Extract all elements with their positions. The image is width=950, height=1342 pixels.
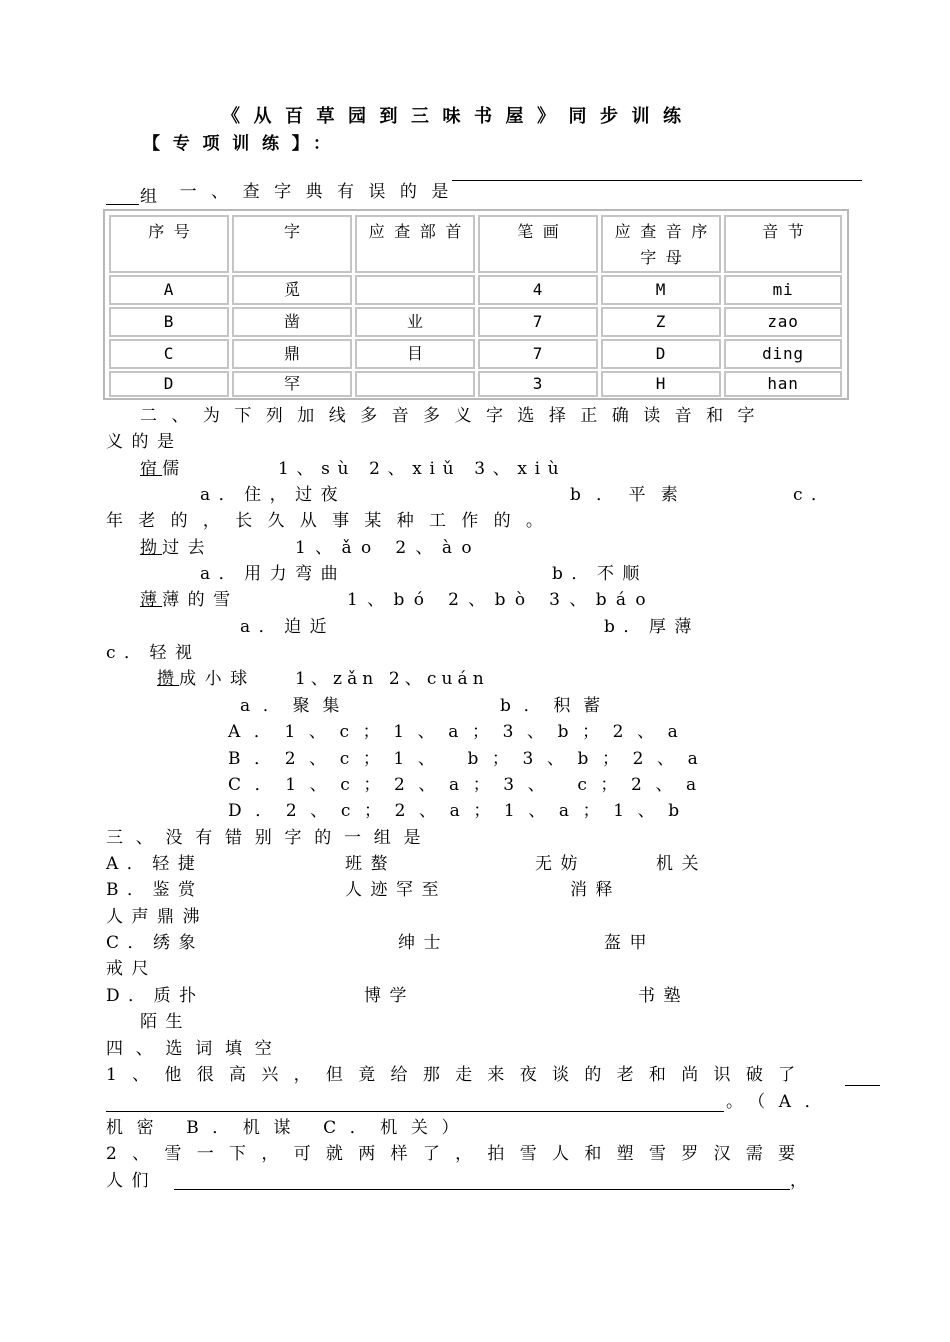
table-cell: zao [724, 307, 842, 337]
q3-option-c: 盔甲 [604, 933, 655, 953]
table-cell: Z [601, 307, 721, 337]
q3-option-b: 人迹罕至 [345, 880, 447, 900]
q2-meaning: b．不顺 [552, 564, 648, 584]
q4-blank-1 [845, 1071, 880, 1086]
q4-sentence-2-start: 人们 [106, 1171, 157, 1191]
page-title: 《从百草园到三味书屋》同步训练 [222, 106, 695, 127]
q2-meaning: b．厚薄 [604, 617, 700, 637]
q2-meaning: c． [793, 485, 837, 505]
q3-option-c: 戒尺 [106, 959, 157, 979]
underlined-char: 宿 [140, 459, 163, 479]
q2-meaning: 年老的，长久从事某种工作的。 [106, 511, 559, 531]
q3-option-c: 绅士 [398, 933, 449, 953]
q2-option: D．2、c；2、a；1、a；1、b [228, 801, 693, 821]
table-cell: 罕 [232, 371, 352, 397]
q3-option-c: C．绣象 [106, 933, 205, 953]
table-cell: B [109, 307, 229, 337]
q2-word-3: 薄薄的雪 [140, 590, 239, 610]
table-cell: 7 [478, 339, 598, 369]
q3-option-a: A．轻捷 [106, 854, 204, 874]
table-cell: 业 [355, 307, 475, 337]
q4-options-1: 机密 B．机谋 C．机关） [106, 1118, 473, 1138]
q1-blank-2 [106, 190, 139, 205]
q2-meaning: b．积蓄 [500, 696, 613, 716]
table-cell: A [109, 275, 229, 305]
q1-tail: 组 [140, 187, 166, 207]
dictionary-table [103, 209, 849, 400]
underlined-char: 薄 [140, 590, 163, 610]
q4-blank-1b [106, 1097, 724, 1112]
table-header: 音节 [724, 215, 842, 273]
q4-sentence-2: 2、雪一下，可就两样了，拍雪人和塑雪罗汉需要 [106, 1144, 811, 1164]
table-header: 应查音序字母 [601, 215, 721, 273]
q3-option-b: 人声鼎沸 [106, 907, 208, 927]
table-cell: 凿 [232, 307, 352, 337]
q2-meaning: a．用力弯曲 [200, 564, 347, 584]
q2-option: C．1、c；2、a；3、 c；2、a [228, 775, 710, 795]
table-cell: 3 [478, 371, 598, 397]
underlined-char: 拗 [140, 538, 163, 558]
table-cell: 4 [478, 275, 598, 305]
table-cell: D [109, 371, 229, 397]
table-cell [355, 371, 475, 397]
q2-text-2: 义的是 [106, 432, 183, 452]
q2-meaning: a．住，过夜 [200, 485, 347, 505]
q2-readings-4: 1、zǎn 2、cuán [295, 669, 489, 689]
table-cell: 觅 [232, 275, 352, 305]
table-header: 笔画 [478, 215, 598, 273]
q3-option-d: 书塾 [638, 986, 689, 1006]
q2-readings-1: 1、sù 2、xiǔ 3、xiù [278, 459, 567, 479]
q2-word-2: 拗过去 [140, 538, 214, 558]
q2-meaning: a．聚集 [240, 696, 353, 716]
q4-blank-2 [174, 1175, 790, 1190]
q2-meaning: c．轻视 [106, 643, 201, 663]
q2-word-4: 攒成小球 [157, 669, 256, 689]
table-cell [355, 275, 475, 305]
q2-readings-2: 1、ǎo 2、ào [295, 538, 481, 558]
table-cell: ding [724, 339, 842, 369]
q4-sentence-2-end: ， [790, 1171, 816, 1191]
q1-text: 一、查字典有误的是 [179, 182, 463, 202]
q2-meaning: b．平素 [570, 485, 694, 505]
q1-blank [452, 166, 862, 181]
table-cell: han [724, 371, 842, 397]
table-cell: mi [724, 275, 842, 305]
q3-option-b: B．鉴赏 [106, 880, 204, 900]
q3-option-b: 消释 [570, 880, 621, 900]
table-cell: H [601, 371, 721, 397]
q4-sentence-1: 1、他很高兴，但竟给那走来夜谈的老和尚识破了 [106, 1065, 811, 1085]
table-cell: 7 [478, 307, 598, 337]
q3-option-a: 无妨 [535, 854, 586, 874]
q4-sentence-1-end: 。（A． [726, 1092, 836, 1112]
q2-text: 二、为下列加线多音多义字选择正确读音和字 [140, 406, 769, 426]
q3-text: 三、没有错别字的一组是 [106, 828, 434, 848]
q3-option-a: 机关 [656, 854, 707, 874]
table-header: 应查部首 [355, 215, 475, 273]
q3-option-d: 陌生 [140, 1012, 191, 1032]
q3-option-a: 班螯 [345, 854, 396, 874]
q2-readings-3: 1、bó 2、bò 3、báo [347, 590, 655, 610]
section-header: 【专项训练】： [143, 134, 343, 154]
q3-option-d: D．质扑 [106, 986, 205, 1006]
q2-word-1: 宿儒 [140, 459, 188, 479]
table-cell: C [109, 339, 229, 369]
table-header: 序号 [109, 215, 229, 273]
q2-option: B．2、c；1、 b；3、b；2、a [228, 749, 712, 769]
q2-meaning: a．迫近 [240, 617, 336, 637]
q3-option-d: 博学 [364, 986, 415, 1006]
table-cell: M [601, 275, 721, 305]
table-cell: D [601, 339, 721, 369]
table-cell: 鼎 [232, 339, 352, 369]
underlined-char: 攒 [157, 669, 180, 689]
table-cell: 目 [355, 339, 475, 369]
q4-text: 四、选词填空 [106, 1039, 285, 1059]
table-header: 字 [232, 215, 352, 273]
q2-option: A．1、c；1、a；3、b；2、a [228, 722, 692, 742]
